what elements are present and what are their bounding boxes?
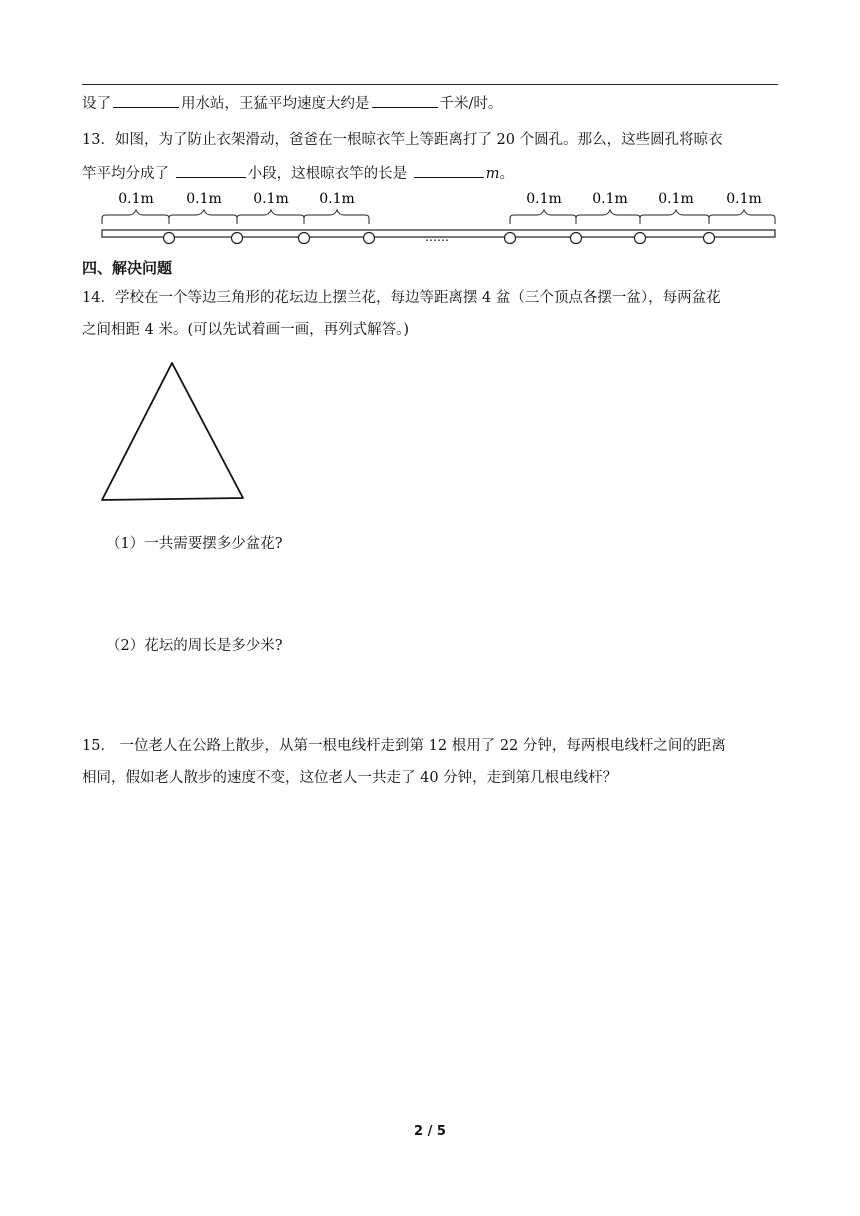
q14-sub-1: （1）一共需要摆多少盆花? (106, 536, 283, 552)
equilateral-triangle (102, 363, 243, 500)
segment-label: 0.1m (186, 191, 222, 207)
q12-text-2: 用水站，王猛平均速度大约是 (181, 96, 370, 112)
q13-end: 。 (499, 166, 514, 182)
header-rule (82, 84, 778, 85)
triangle-figure (96, 356, 252, 506)
q12-text-3: 千米/时。 (439, 96, 503, 112)
brace (709, 210, 775, 224)
q12-text-1: 设了 (82, 96, 111, 112)
segment-label: 0.1m (658, 191, 694, 207)
q12-tail (82, 92, 502, 114)
hole (571, 233, 582, 244)
hole (299, 233, 310, 244)
q15-line-2: 相同，假如老人散步的速度不变，这位老人一共走了 40 分钟，走到第几根电线杆？ (82, 770, 618, 786)
answer-blank[interactable] (176, 162, 246, 178)
answer-blank[interactable] (414, 162, 484, 178)
section-title: 四、解决问题 (82, 259, 173, 277)
q15-line-1: 15． 一位老人在公路上散步，从第一根电线杆走到第 12 根用了 22 分钟，每两根电线杆之间的距离 (82, 738, 726, 754)
answer-blank[interactable] (372, 92, 438, 108)
hole (635, 233, 646, 244)
q13-text-a: 竿平均分成了 (82, 166, 169, 182)
brace (576, 210, 640, 224)
hole (704, 233, 715, 244)
clothes-pole-diagram (96, 186, 786, 252)
q13-line-1: 13．如图，为了防止衣架滑动，爸爸在一根晾衣竿上等距离打了 20 个圆孔。那么，这些圆孔将晾衣 (82, 132, 723, 148)
segment-label: 0.1m (319, 191, 355, 207)
q14-sub-2: （2）花坛的周长是多少米? (106, 638, 283, 654)
q13-text-b: 小段，这根晾衣竿的长是 (247, 166, 408, 182)
brace (169, 210, 237, 224)
q14-line-1: 14．学校在一个等边三角形的花坛边上摆兰花，每边等距离摆 4 盆（三个顶点各摆一盆），每两盆花 (82, 290, 721, 306)
q13-line-2 (82, 162, 514, 184)
answer-blank[interactable] (113, 92, 179, 108)
page-number: 2 / 5 (414, 1124, 446, 1139)
segment-label: 0.1m (253, 191, 289, 207)
hole (505, 233, 516, 244)
brace (237, 210, 304, 224)
segment-label: 0.1m (526, 191, 562, 207)
segment-label: 0.1m (726, 191, 762, 207)
hole (364, 233, 375, 244)
brace (510, 210, 576, 224)
hole (164, 233, 175, 244)
brace (304, 210, 369, 224)
brace (640, 210, 709, 224)
ellipsis: …… (425, 230, 449, 244)
hole (232, 233, 243, 244)
segment-label: 0.1m (592, 191, 628, 207)
brace (102, 210, 169, 224)
segment-label: 0.1m (118, 191, 154, 207)
q14-line-2: 之间相距 4 米。(可以先试着画一画，再列式解答。) (82, 322, 410, 338)
q13-unit: m (485, 166, 500, 182)
